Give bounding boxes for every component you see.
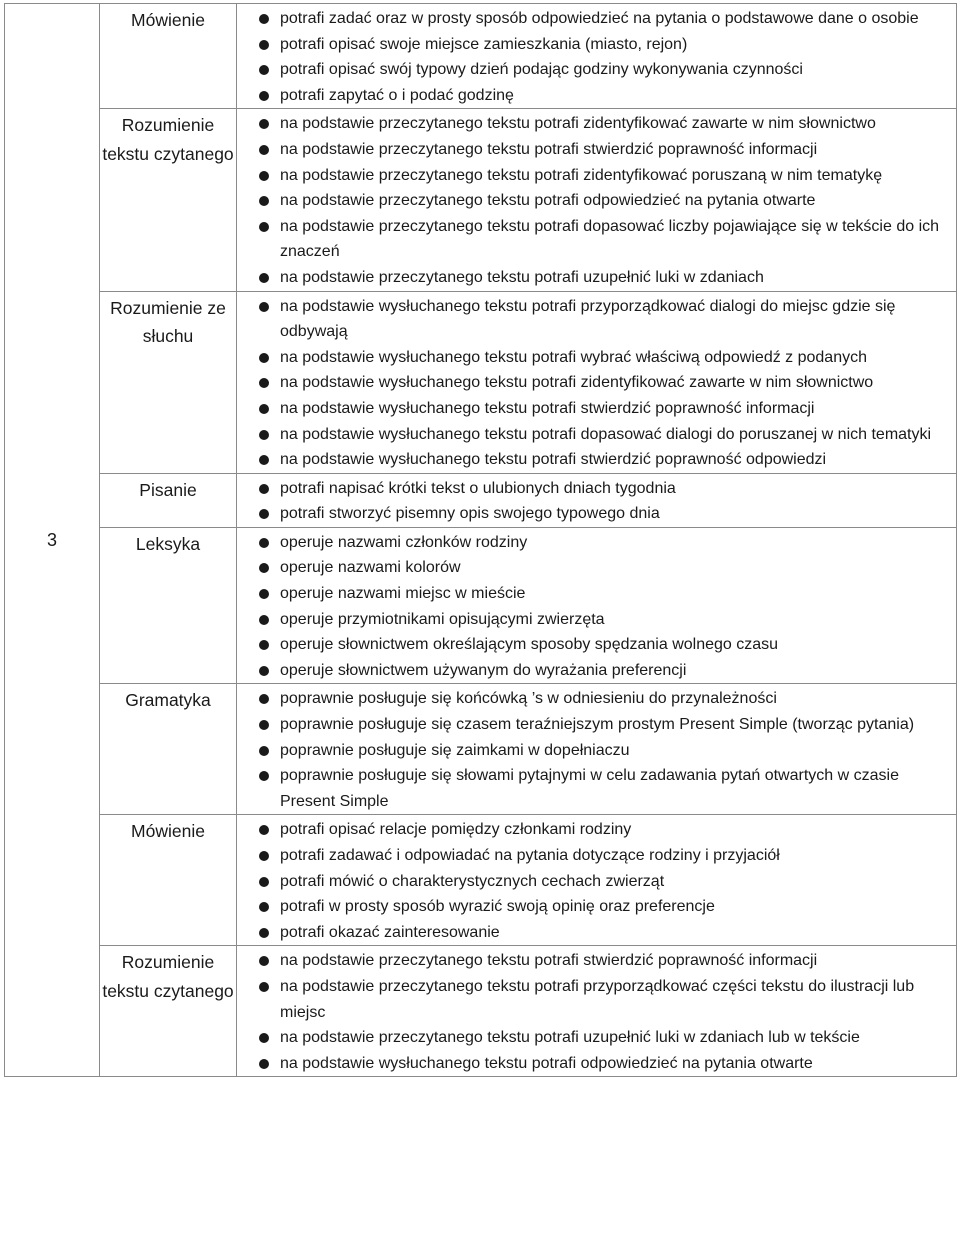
skill-item: na podstawie przeczytanego tekstu potrafi dopasować liczby pojawiające się w tekście do ich znaczeń [259, 214, 952, 265]
skill-category: Rozumienie tekstu czytanego [100, 109, 237, 291]
skill-item: potrafi zapytać o i podać godzinę [259, 83, 952, 109]
skill-item: na podstawie wysłuchanego tekstu potrafi dopasować dialogi do poruszanej w nich tematyki [259, 422, 952, 448]
skill-items-cell [237, 684, 957, 815]
skill-item: na podstawie wysłuchanego tekstu potrafi przyporządkować dialogi do miejsc gdzie się odbywają [259, 294, 952, 345]
skill-item: na podstawie przeczytanego tekstu potrafi stwierdzić poprawność informacji [259, 137, 952, 163]
skill-category: Mówienie [100, 4, 237, 109]
section-row [5, 946, 957, 1077]
section-row [5, 473, 957, 527]
skill-item: potrafi opisać swoje miejsce zamieszkania (miasto, rejon) [259, 32, 952, 58]
section-row [5, 815, 957, 946]
skill-item: poprawnie posługuje się czasem teraźniejszym prostym Present Simple (tworząc pytania) [259, 712, 952, 738]
skill-item: potrafi zadać oraz w prosty sposób odpowiedzieć na pytania o podstawowe dane o osobie [259, 6, 952, 32]
skill-category: Rozumienie ze słuchu [100, 291, 237, 473]
skill-items-cell [237, 815, 957, 946]
section-row [5, 527, 957, 684]
skill-item: na podstawie przeczytanego tekstu potrafi stwierdzić poprawność informacji [259, 948, 952, 974]
skill-item: operuje nazwami członków rodziny [259, 530, 952, 556]
skill-item: na podstawie przeczytanego tekstu potrafi przyporządkować części tekstu do ilustracji lub miejsc [259, 974, 952, 1025]
skill-item: potrafi okazać zainteresowanie [259, 920, 952, 946]
skill-items-cell [237, 109, 957, 291]
skill-items-cell [237, 4, 957, 109]
skill-item: potrafi opisać relacje pomiędzy członkami rodziny [259, 817, 952, 843]
skill-items-cell [237, 473, 957, 527]
skill-item: na podstawie przeczytanego tekstu potrafi zidentyfikować zawarte w nim słownictwo [259, 111, 952, 137]
skill-category: Rozumienie tekstu czytanego [100, 946, 237, 1077]
skill-items-list [259, 817, 952, 945]
section-row [5, 291, 957, 473]
skill-items-list [259, 686, 952, 814]
skill-item: poprawnie posługuje się słowami pytajnymi w celu zadawania pytań otwartych w czasie Present Simple [259, 763, 952, 814]
section-row [5, 684, 957, 815]
requirements-table [4, 3, 957, 1077]
skill-item: potrafi zadawać i odpowiadać na pytania dotyczące rodziny i przyjaciół [259, 843, 952, 869]
skill-items-cell [237, 527, 957, 684]
section-row [5, 109, 957, 291]
skill-item: operuje nazwami kolorów [259, 555, 952, 581]
section-row [5, 4, 957, 109]
skill-item: na podstawie wysłuchanego tekstu potrafi odpowiedzieć na pytania otwarte [259, 1051, 952, 1077]
skill-item: potrafi stworzyć pisemny opis swojego typowego dnia [259, 501, 952, 527]
skill-item: operuje przymiotnikami opisującymi zwierzęta [259, 607, 952, 633]
skill-item: na podstawie wysłuchanego tekstu potrafi wybrać właściwą odpowiedź z podanych [259, 345, 952, 371]
skill-item: potrafi w prosty sposób wyrazić swoją opinię oraz preferencje [259, 894, 952, 920]
skill-item: poprawnie posługuje się zaimkami w dopełniaczu [259, 738, 952, 764]
level-number-cell: 3 [5, 4, 100, 1077]
skill-items-list [259, 530, 952, 684]
skill-category: Leksyka [100, 527, 237, 684]
skill-category: Gramatyka [100, 684, 237, 815]
skill-items-list [259, 948, 952, 1076]
skill-item: potrafi napisać krótki tekst o ulubionych dniach tygodnia [259, 476, 952, 502]
skill-item: potrafi opisać swój typowy dzień podając godziny wykonywania czynności [259, 57, 952, 83]
skill-item: na podstawie przeczytanego tekstu potrafi uzupełnić luki w zdaniach [259, 265, 952, 291]
skill-category: Pisanie [100, 473, 237, 527]
skill-item: potrafi mówić o charakterystycznych cechach zwierząt [259, 869, 952, 895]
skill-item: operuje słownictwem określającym sposoby spędzania wolnego czasu [259, 632, 952, 658]
skill-items-list [259, 294, 952, 473]
skill-items-list [259, 476, 952, 527]
skill-item: poprawnie posługuje się końcówką ’s w odniesieniu do przynależności [259, 686, 952, 712]
skill-items-cell [237, 291, 957, 473]
skill-item: na podstawie wysłuchanego tekstu potrafi zidentyfikować zawarte w nim słownictwo [259, 370, 952, 396]
skill-item: na podstawie przeczytanego tekstu potrafi odpowiedzieć na pytania otwarte [259, 188, 952, 214]
requirements-table-body [5, 4, 957, 1077]
skill-item: na podstawie wysłuchanego tekstu potrafi stwierdzić poprawność informacji [259, 396, 952, 422]
skill-items-cell [237, 946, 957, 1077]
skill-items-list [259, 6, 952, 108]
skill-category: Mówienie [100, 815, 237, 946]
skill-item: operuje nazwami miejsc w mieście [259, 581, 952, 607]
skill-item: na podstawie przeczytanego tekstu potrafi zidentyfikować poruszaną w nim tematykę [259, 163, 952, 189]
skill-item: na podstawie przeczytanego tekstu potrafi uzupełnić luki w zdaniach lub w tekście [259, 1025, 952, 1051]
skill-item: na podstawie wysłuchanego tekstu potrafi stwierdzić poprawność odpowiedzi [259, 447, 952, 473]
skill-items-list [259, 111, 952, 290]
skill-item: operuje słownictwem używanym do wyrażania preferencji [259, 658, 952, 684]
